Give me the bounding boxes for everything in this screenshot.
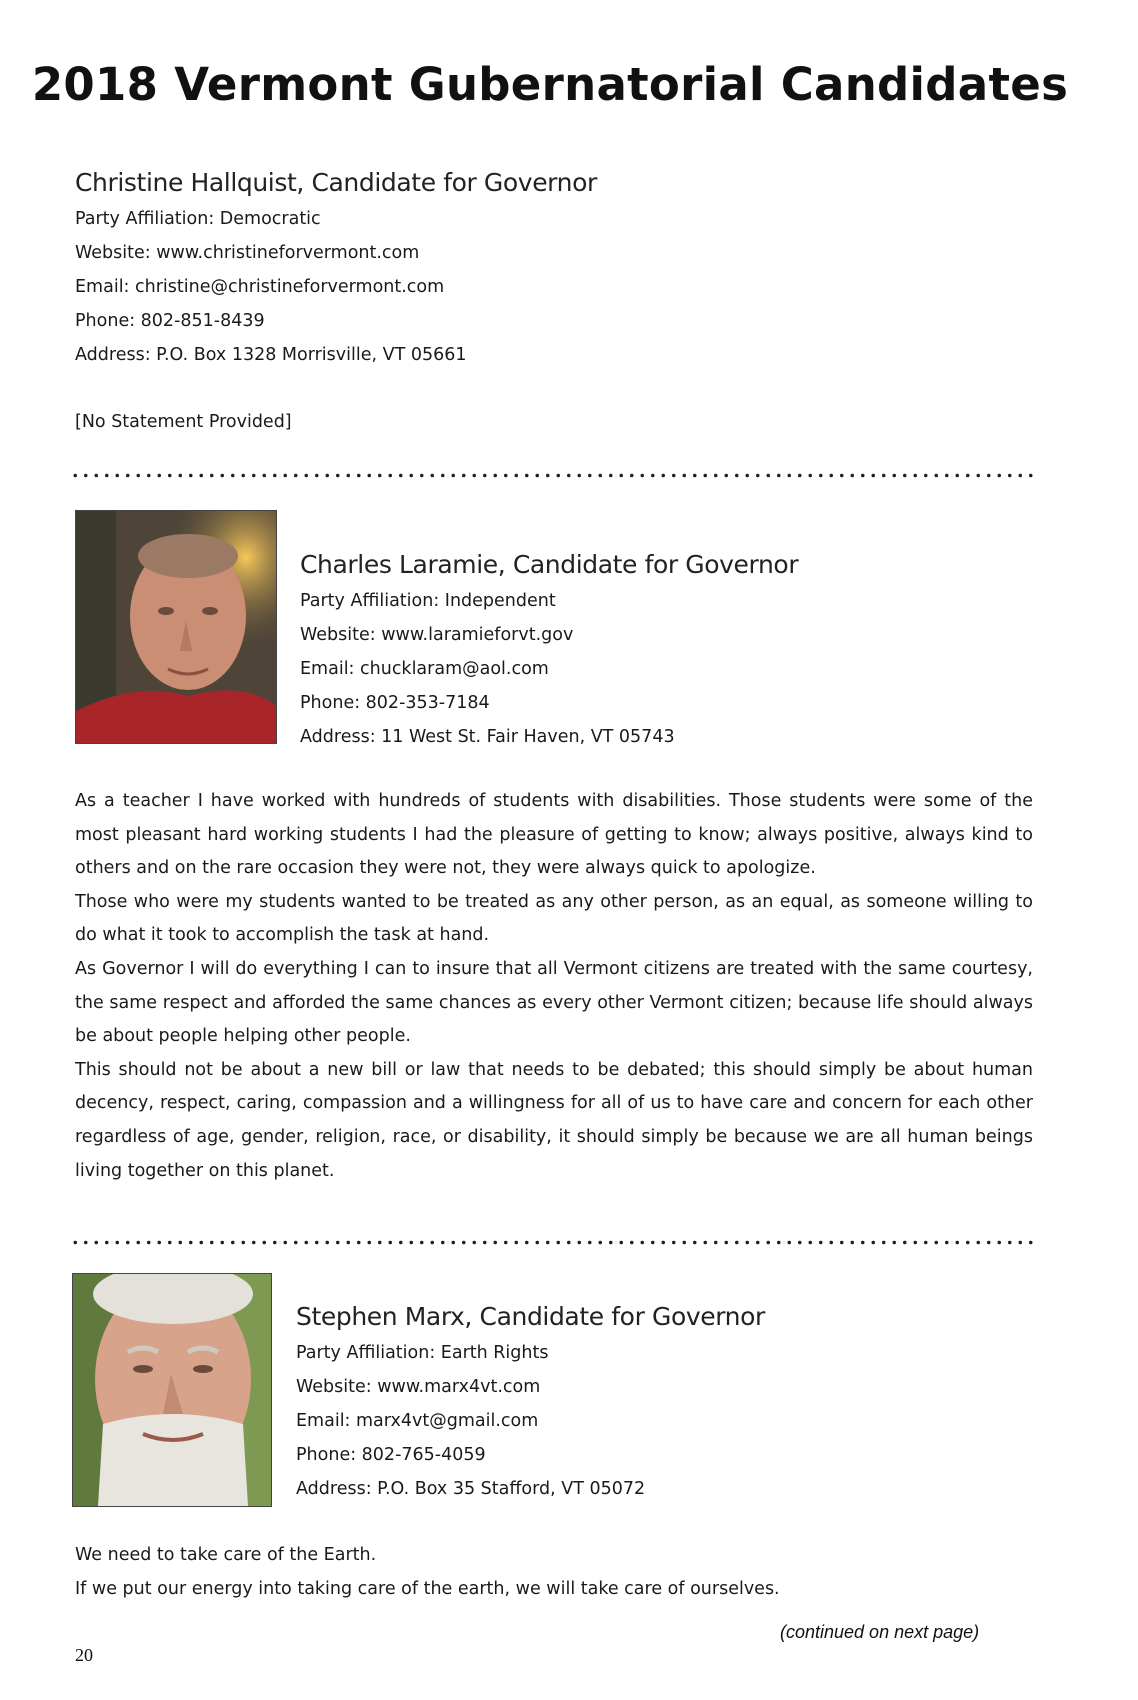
email: Email: marx4vt@gmail.com (296, 1411, 539, 1431)
candidate-name: Christine Hallquist, Candidate for Governor (75, 168, 597, 197)
website: Website: www.marx4vt.com (296, 1377, 541, 1397)
statement-paragraph: If we put our energy into taking care of the earth, we will take care of ourselves. (75, 1578, 780, 1599)
party-affiliation: Party Affiliation: Democratic (75, 209, 321, 229)
candidate-name: Stephen Marx, Candidate for Governor (296, 1302, 765, 1331)
website: Website: www.christineforvermont.com (75, 243, 420, 263)
dotted-divider (70, 473, 1035, 478)
statement-paragraph: Those who were my students wanted to be treated as any other person, as an equal, as someone willing to do what it took to accomplish the task at hand. (75, 891, 1033, 946)
candidate-name: Charles Laramie, Candidate for Governor (300, 550, 799, 579)
candidate-statement (75, 785, 1033, 1188)
statement-paragraph: As a teacher I have worked with hundreds of students with disabilities. Those students were some of the most pleasant hard working students I had the pleasure of getting to know; always positive, always kind to others and on the rare occasion they were not, they were always quick to apologize. (75, 791, 1033, 879)
statement-paragraph: As Governor I will do everything I can to insure that all Vermont citizens are treated with the same courtesy, the same respect and afforded the same chances as every other Vermont citizen; because life should always be about people helping other people. (75, 958, 1033, 1047)
party-affiliation: Party Affiliation: Earth Rights (296, 1343, 549, 1363)
address: Address: P.O. Box 35 Stafford, VT 05072 (296, 1479, 646, 1499)
party-affiliation: Party Affiliation: Independent (300, 591, 556, 611)
continued-note: (continued on next page) (780, 1622, 980, 1642)
candidate-statement (75, 1539, 1033, 1606)
page-number: 20 (75, 1645, 93, 1665)
statement-paragraph: We need to take care of the Earth. (75, 1545, 377, 1565)
email: Email: christine@christineforvermont.com (75, 277, 445, 297)
candidate-photo (72, 1273, 272, 1507)
statement-paragraph: This should not be about a new bill or law that needs to be debated; this should simply be about human decency, respect, caring, compassion and a willingness for all of us to have care and concern for each other regardless of age, gender, religion, race, or disability, it should simply be because we are all human beings living together on this planet. (75, 1059, 1033, 1181)
address: Address: P.O. Box 1328 Morrisville, VT 05661 (75, 345, 467, 365)
website: Website: www.laramieforvt.gov (300, 625, 574, 645)
statement: [No Statement Provided] (75, 412, 292, 432)
email: Email: chucklaram@aol.com (300, 659, 549, 679)
phone: Phone: 802-851-8439 (75, 311, 265, 331)
address: Address: 11 West St. Fair Haven, VT 05743 (300, 727, 675, 747)
dotted-divider (70, 1240, 1035, 1245)
phone: Phone: 802-353-7184 (300, 693, 490, 713)
page-title: 2018 Vermont Gubernatorial Candidates (31, 58, 1069, 111)
phone: Phone: 802-765-4059 (296, 1445, 486, 1465)
candidate-photo (75, 510, 277, 744)
